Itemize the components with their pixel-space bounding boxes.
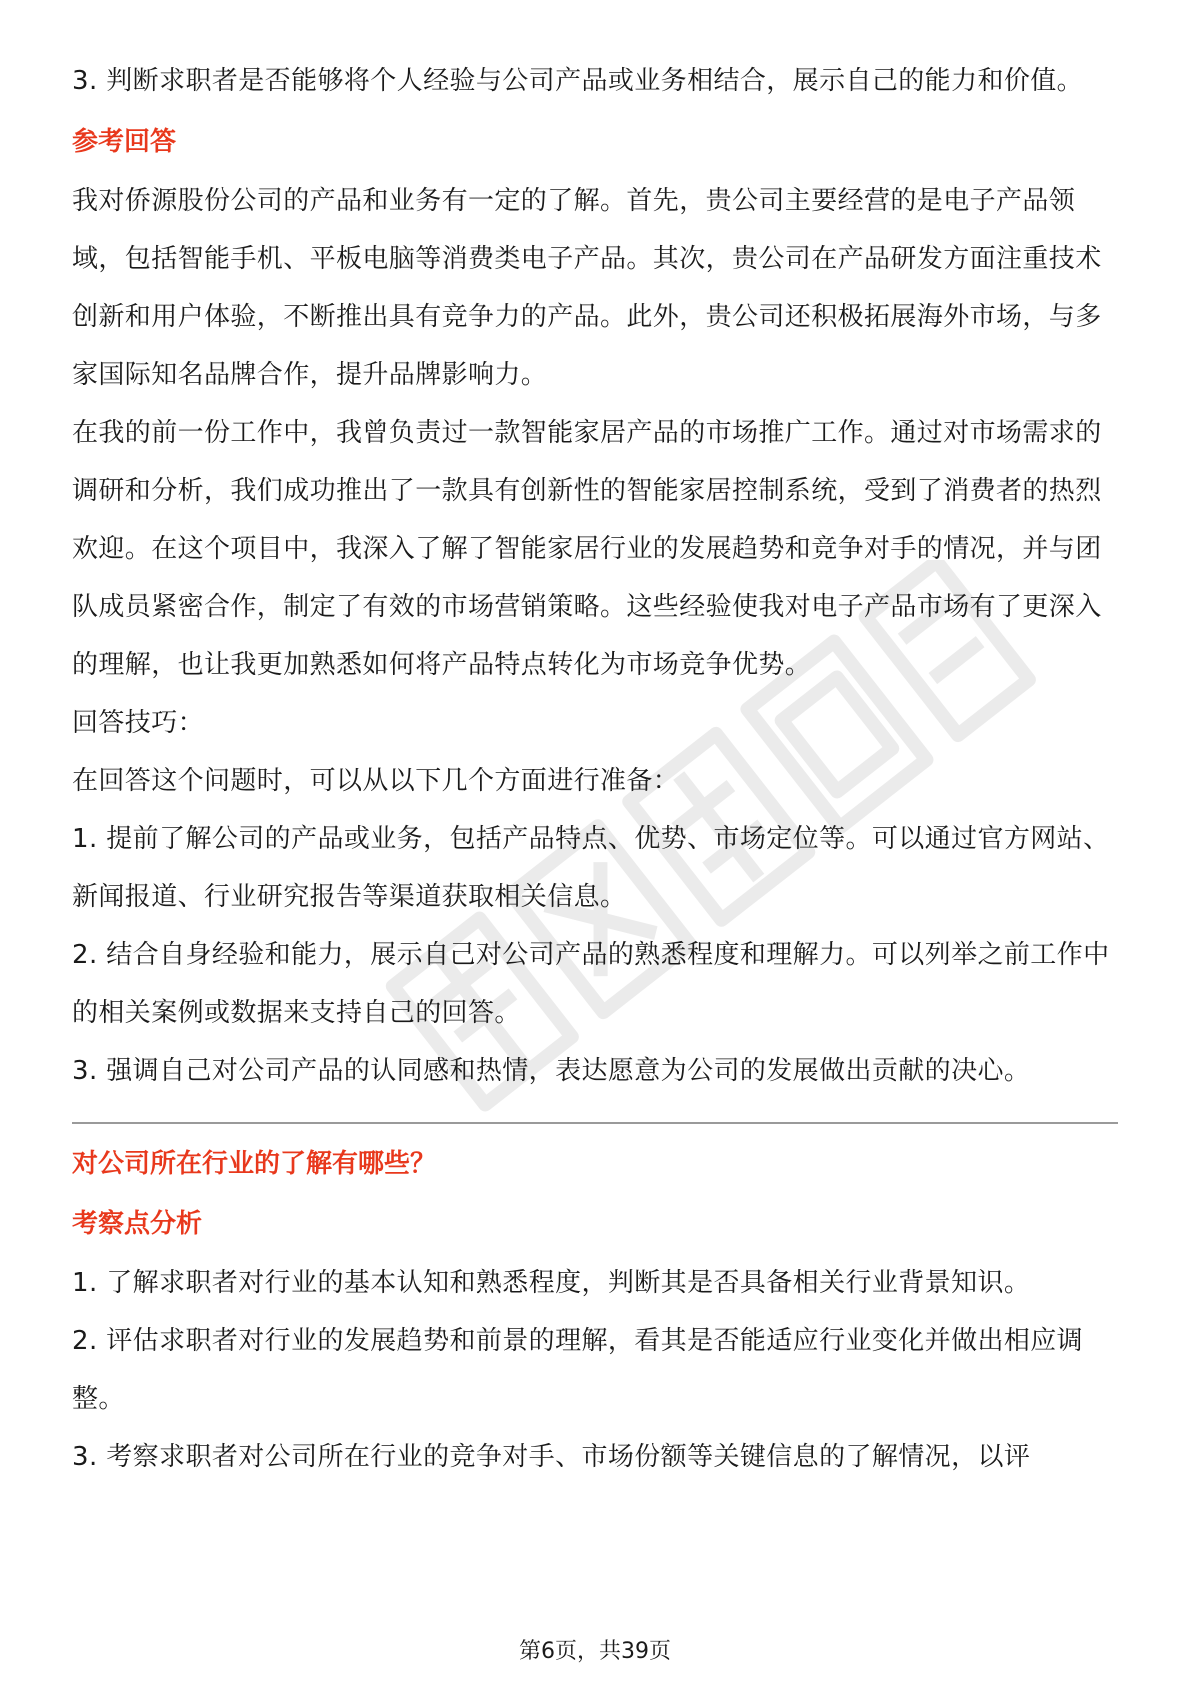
page-content [72, 52, 1118, 1486]
section-1 [72, 52, 1118, 1100]
tip-item: 3. 强调自己对公司产品的认同感和热情，表达愿意为公司的发展做出贡献的决心。 [72, 1056, 1031, 1086]
tips-intro: 在回答这个问题时，可以从以下几个方面进行准备： [72, 766, 680, 796]
analysis-point: 2. 评估求职者对行业的发展趋势和前景的理解，看其是否能适应行业变化并做出相应调整。 [72, 1326, 1084, 1414]
analysis-point: 3. 考察求职者对公司所在行业的竞争对手、市场份额等关键信息的了解情况，以评 [72, 1442, 1031, 1472]
tip-item: 1. 提前了解公司的产品或业务，包括产品特点、优势、市场定位等。可以通过官方网站、新闻报道、行业研究报告等渠道获取相关信息。 [72, 824, 1110, 912]
analysis-point: 1. 了解求职者对行业的基本认知和熟悉程度，判断其是否具备相关行业背景知识。 [72, 1268, 1031, 1298]
answer-paragraph: 我对侨源股份公司的产品和业务有一定的了解。首先，贵公司主要经营的是电子产品领域，包括智能手机、平板电脑等消费类电子产品。其次，贵公司在产品研发方面注重技术创新和用户体验，不断推出具有竞争力的产品。此外，贵公司还积极拓展海外市场，与多家国际知名品牌合作，提升品牌影响力。 [72, 186, 1102, 390]
page-number: 第6页，共39页 [519, 1639, 671, 1664]
tip-item: 2. 结合自身经验和能力，展示自己对公司产品的熟悉程度和理解力。可以列举之前工作中的相关案例或数据来支持自己的回答。 [72, 940, 1110, 1028]
answer-paragraph: 在我的前一份工作中，我曾负责过一款智能家居产品的市场推广工作。通过对市场需求的调研和分析，我们成功推出了一款具有创新性的智能家居控制系统，受到了消费者的热烈欢迎。在这个项目中，我深入了解了智能家居行业的发展趋势和竞争对手的情况，并与团队成员紧密合作，制定了有效的市场营销策略。这些经验使我对电子产品市场有了更深入的理解，也让我更加熟悉如何将产品特点转化为市场竞争优势。 [72, 418, 1102, 680]
section-divider [72, 1122, 1118, 1124]
intro-point-3: 3. 判断求职者是否能够将个人经验与公司产品或业务相结合，展示自己的能力和价值。 [72, 66, 1084, 96]
analysis-heading: 考察点分析 [72, 1209, 203, 1239]
section-2 [72, 1134, 1118, 1486]
tips-label: 回答技巧： [72, 708, 205, 738]
question-heading: 对公司所在行业的了解有哪些？ [72, 1149, 437, 1179]
reference-answer-heading: 参考回答 [72, 127, 177, 157]
